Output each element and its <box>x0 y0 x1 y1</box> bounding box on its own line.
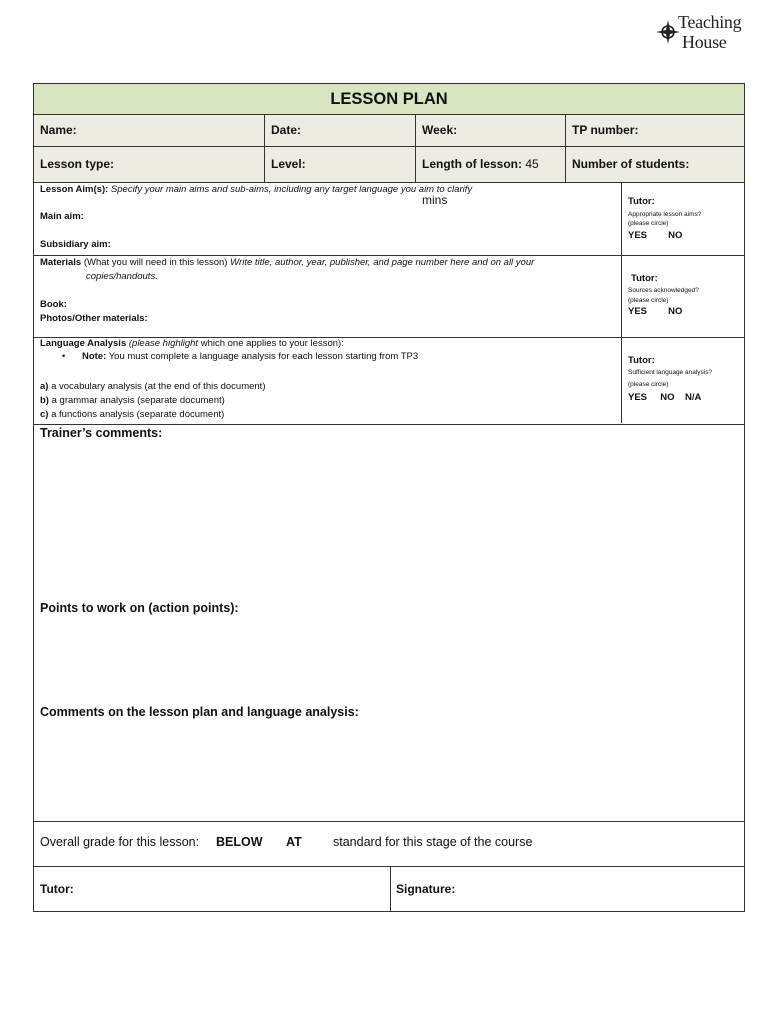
trainer-comments-label: Trainer’s comments: <box>40 426 163 440</box>
aims-tutor-options[interactable]: YES NO <box>628 230 683 241</box>
length-field[interactable] <box>415 146 565 207</box>
logo-text-teaching: Teaching <box>678 12 742 32</box>
aims-heading: Lesson Aim(s): <box>40 184 109 195</box>
form-title: LESSON PLAN <box>34 84 744 114</box>
materials-tutor-label: Tutor: <box>631 273 658 284</box>
level-field[interactable]: Level: <box>264 146 415 182</box>
la-tutor-label: Tutor: <box>628 355 655 366</box>
materials-tutor-note: (please circle) <box>628 297 669 304</box>
aims-tutor-question: Appropriate lesson aims? <box>628 211 702 218</box>
tutor-signoff-field[interactable]: Tutor: <box>40 882 74 896</box>
option-grammar[interactable] <box>40 395 225 406</box>
materials-heading: Materials <box>40 257 82 268</box>
option-c-label: c) <box>40 409 49 420</box>
footer-divider <box>390 866 391 912</box>
option-c-text: a functions analysis (separate document) <box>51 409 225 420</box>
la-tutor-note: (please circle) <box>628 381 669 388</box>
name-field[interactable]: Name: <box>40 123 77 137</box>
lesson-plan-form <box>33 83 745 912</box>
materials-instruction-1: Write title, author, year, publisher, and page number here and on all your <box>230 257 535 268</box>
materials-tutor-question: Sources acknowledged? <box>628 287 699 294</box>
option-a-label: a) <box>40 381 49 392</box>
la-tutor-question: Sufficient language analysis? <box>628 369 713 376</box>
subsidiary-aim-label[interactable]: Subsidiary aim: <box>40 239 111 250</box>
la-tutor-options[interactable]: YES NO N/A <box>628 392 702 403</box>
la-note-text: You must complete a language analysis for each lesson starting from TP3 <box>108 351 419 362</box>
book-label[interactable]: Book: <box>40 299 67 310</box>
la-note-line <box>62 351 418 362</box>
materials-tutor-options[interactable]: YES NO <box>628 306 683 317</box>
la-heading: Language Analysis <box>40 338 127 349</box>
aims-tutor-label: Tutor: <box>628 196 655 207</box>
length-value: 45 mins <box>422 157 539 207</box>
option-functions[interactable] <box>40 409 224 420</box>
option-b-text: a grammar analysis (separate document) <box>51 395 225 406</box>
date-field[interactable]: Date: <box>264 114 415 146</box>
option-a-text: a vocabulary analysis (at the end of this document) <box>51 381 266 392</box>
action-points-label: Points to work on (action points): <box>40 601 239 615</box>
option-b-label: b) <box>40 395 49 406</box>
lesson-type-field[interactable]: Lesson type: <box>40 157 115 171</box>
grade-standard-text: standard for this stage of the course <box>333 835 533 849</box>
la-instruction-italic: (please highlight <box>128 338 199 349</box>
aims-instruction: Specify your main aims and sub-aims, including any target language you aim to clarify <box>110 184 473 195</box>
materials-instruction-2: copies/handouts. <box>86 271 158 282</box>
la-heading-line <box>40 338 344 349</box>
aims-heading-line <box>40 184 472 195</box>
tp-number-field[interactable]: TP number: <box>565 114 744 146</box>
comments-section[interactable] <box>34 424 744 821</box>
grade-at-option[interactable]: AT <box>286 835 302 849</box>
la-note-label: Note: <box>81 351 107 362</box>
la-instruction-rest: which one applies to your lesson): <box>200 338 344 349</box>
option-vocabulary[interactable] <box>40 381 266 392</box>
logo-text-house: House <box>682 32 727 52</box>
main-aim-label[interactable]: Main aim: <box>40 211 84 222</box>
students-field[interactable]: Number of students: <box>565 146 744 182</box>
grade-label: Overall grade for this lesson: <box>40 835 200 849</box>
aims-tutor-note: (please circle) <box>628 220 669 227</box>
photos-label[interactable]: Photos/Other materials: <box>40 313 148 324</box>
plan-comments-label: Comments on the lesson plan and language analysis: <box>40 705 359 719</box>
footer-row <box>34 866 744 912</box>
teaching-house-logo <box>654 12 746 58</box>
length-label: Length of lesson: <box>422 157 522 171</box>
week-field[interactable]: Week: <box>415 114 565 146</box>
signature-field[interactable]: Signature: <box>396 882 456 896</box>
bullet-icon: • <box>62 351 66 362</box>
materials-paren: (What you will need in this lesson) <box>83 257 228 268</box>
grade-below-option[interactable]: BELOW <box>216 835 263 849</box>
materials-heading-line <box>40 257 534 268</box>
